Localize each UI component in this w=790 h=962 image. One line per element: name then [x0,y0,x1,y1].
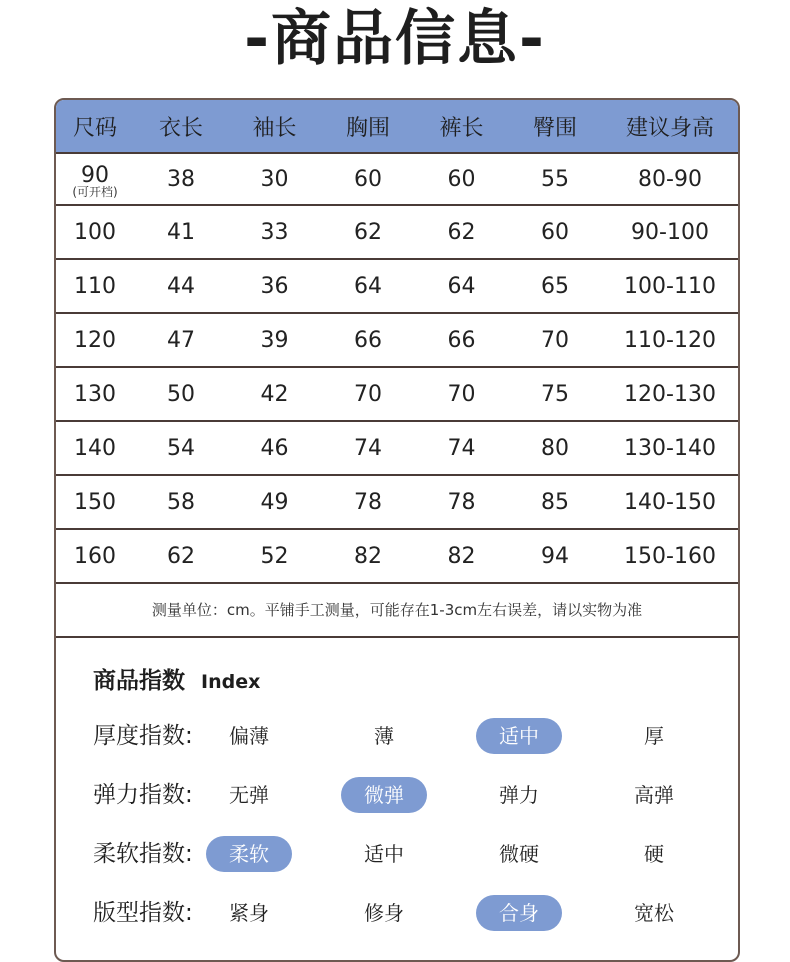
table-row [56,529,738,583]
table-cell: 80 [508,421,602,475]
table-cell: 62 [134,529,228,583]
table-row [56,475,738,529]
table-cell: 38 [134,153,228,205]
index-row [56,775,738,815]
table-cell: 82 [321,529,415,583]
table-row [56,205,738,259]
size-note: (可开档) [72,185,118,199]
index-option: 薄 [374,724,394,748]
size-value: 150 [74,489,116,515]
index-option: 厚 [644,724,664,748]
index-row [56,716,738,756]
table-cell: 41 [134,205,228,259]
index-label: 弹力指数: [93,782,193,808]
size-value: 120 [74,327,116,353]
table-cell: 65 [508,259,602,313]
index-heading [93,662,260,696]
table-cell: 150-160 [602,529,738,583]
table-cell: 100-110 [602,259,738,313]
table-cell: 74 [321,421,415,475]
size-cell [56,313,134,367]
table-cell: 36 [228,259,321,313]
index-option-selected: 适中 [476,718,562,754]
index-option: 弹力 [499,783,539,807]
index-option-selected: 柔软 [206,836,292,872]
size-cell [56,421,134,475]
size-cell [56,367,134,421]
table-cell: 74 [415,421,508,475]
index-option: 紧身 [229,901,269,925]
table-cell: 62 [415,205,508,259]
table-cell: 62 [321,205,415,259]
index-option: 高弹 [634,783,674,807]
table-row [56,153,738,205]
size-cell [56,205,134,259]
page-title: -商品信息- [244,4,546,74]
table-cell: 42 [228,367,321,421]
table-cell: 110-120 [602,313,738,367]
index-title-en: Index [201,671,261,693]
table-cell: 66 [415,313,508,367]
size-value: 140 [74,435,116,461]
index-row [56,893,738,933]
size-table [56,100,738,584]
product-info-card [54,98,740,962]
index-option: 修身 [364,901,404,925]
index-label: 柔软指数: [93,841,193,867]
table-cell: 46 [228,421,321,475]
table-cell: 70 [508,313,602,367]
size-value: 110 [74,273,116,299]
table-cell: 85 [508,475,602,529]
index-option: 适中 [364,842,404,866]
size-value: 160 [74,543,116,569]
table-cell: 47 [134,313,228,367]
index-option-selected: 合身 [476,895,562,931]
index-option: 微硬 [499,842,539,866]
table-cell: 55 [508,153,602,205]
table-row [56,421,738,475]
header-sleeve-length: 袖长 [228,100,321,153]
index-label: 版型指数: [93,900,193,926]
index-option: 硬 [644,842,664,866]
table-cell: 75 [508,367,602,421]
table-row [56,313,738,367]
size-value: 130 [74,381,116,407]
table-cell: 30 [228,153,321,205]
table-cell: 58 [134,475,228,529]
table-row [56,259,738,313]
table-cell: 39 [228,313,321,367]
size-cell [56,153,134,205]
table-cell: 80-90 [602,153,738,205]
table-cell: 78 [415,475,508,529]
table-cell: 140-150 [602,475,738,529]
table-header-row [56,100,738,153]
table-cell: 64 [321,259,415,313]
table-cell: 78 [321,475,415,529]
table-cell: 52 [228,529,321,583]
index-title-cn: 商品指数 [93,668,185,694]
table-cell: 94 [508,529,602,583]
table-cell: 50 [134,367,228,421]
table-cell: 33 [228,205,321,259]
table-cell: 60 [415,153,508,205]
table-cell: 54 [134,421,228,475]
table-cell: 64 [415,259,508,313]
table-cell: 60 [508,205,602,259]
index-row [56,834,738,874]
header-height: 建议身高 [602,100,738,153]
table-cell: 60 [321,153,415,205]
table-cell: 49 [228,475,321,529]
size-cell [56,259,134,313]
header-pants-length: 裤长 [415,100,508,153]
size-value: 90 [81,163,109,188]
table-cell: 130-140 [602,421,738,475]
index-option: 偏薄 [229,724,269,748]
index-option-selected: 微弹 [341,777,427,813]
header-top-length: 衣长 [134,100,228,153]
table-cell: 70 [321,367,415,421]
index-option: 宽松 [634,901,674,925]
index-label: 厚度指数: [93,723,193,749]
size-value: 100 [74,219,116,245]
table-cell: 44 [134,259,228,313]
size-cell [56,529,134,583]
table-cell: 120-130 [602,367,738,421]
header-size: 尺码 [56,100,134,153]
table-row [56,367,738,421]
table-cell: 66 [321,313,415,367]
table-cell: 90-100 [602,205,738,259]
table-cell: 70 [415,367,508,421]
table-cell: 82 [415,529,508,583]
header-hip: 臀围 [508,100,602,153]
index-option: 无弹 [229,783,269,807]
size-cell [56,475,134,529]
measurement-note: 测量单位：cm。平铺手工测量，可能存在1-3cm左右误差，请以实物为准 [56,584,738,638]
header-chest: 胸围 [321,100,415,153]
